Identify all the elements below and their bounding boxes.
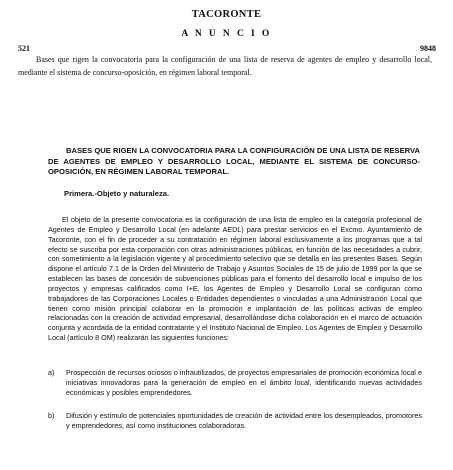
section-heading: Primera.-Objeto y naturaleza. xyxy=(64,189,170,198)
function-item-marker: a) xyxy=(48,368,55,377)
function-item xyxy=(48,411,422,431)
function-item-marker: b) xyxy=(48,411,55,420)
function-item-text: Prospección de recursos ociosos o infrautilizados, de proyectos empresariales de promoción económica local e iniciativas innovadoras para la generación de empleo en el ámbito local, identificando nuevas actividades económicas y posibles emprendedores. xyxy=(66,368,422,397)
announcement-summary: Bases que rigen la convocatoria para la configuración de una lista de reserva de agentes de empleo y desarrollo local, mediante el sistema de concurso-oposición, en régimen laboral temporal. xyxy=(18,55,432,77)
municipality-name: TACORONTE xyxy=(191,9,262,20)
document-title: BASES QUE RIGEN LA CONVOCATORIA PARA LA CONFIGURACIÓN DE UNA LISTA DE RESERVA DE AGENTES DE EMPLEO Y DESARROLLO LOCAL, MEDIANTE EL SISTEMA DE CONCURSO-OPOSICIÓN, EN RÉGIMEN LABORAL TEMPORAL. xyxy=(48,146,420,177)
announcement-number: 521 xyxy=(18,44,30,53)
body-paragraph: El objeto de la presente convocatoria es la configuración de una lista de empleo en la categoría profesional de Agentes de Empleo y Desarrollo Local (en adelante AEDL) para prestar servicios en el Excmo. Ayuntamiento de Tacoronte, con el fin de proceder a su contratación en régimen laboral exclusivamente a los programas que a tal efecto se suscriba por esta corporación con otras administraciones públicas, en función de las necesidades a cubrir, con sometimiento a la legislación vigente y al procedimiento selectivo que se detalla en las presentes Bases. Según dispone el artículo 7.1 de la Orden del Ministerio de Trabajo y Asuntos Sociales de 15 de julio de 1999 por la que se establecen las bases de concesión de subvenciones públicas para el fomento del desarrollo local e impulso de los proyectos y empresas calificados como I+E, los Agentes de Empleo y Desarrollo Local se configuran como trabajadores de las Corporaciones Locales o Entidades dependientes o vinculadas a una Administración Local que tienen como misión principal colaborar en la promoción e implantación de las políticas activas de empleo relacionadas con la creación de actividad empresarial, desarrollándose dicha colaboración en el marco de actuación conjunta y acordada de la entidad contratante y el Instituto Nacional de Empleo. Los Agentes de Empleo y Desarrollo Local (artículo 8 OM) realizarán las siguientes funciones: xyxy=(48,215,422,343)
function-item xyxy=(48,368,422,397)
notice-type: A N U N C I O xyxy=(181,29,272,39)
register-number: 9848 xyxy=(420,44,436,53)
function-item-text: Difusión y estímulo de potenciales oportunidades de creación de actividad entre los desempleados, promotores y emprendedores, así como instituciones colaboradoras. xyxy=(66,411,422,430)
